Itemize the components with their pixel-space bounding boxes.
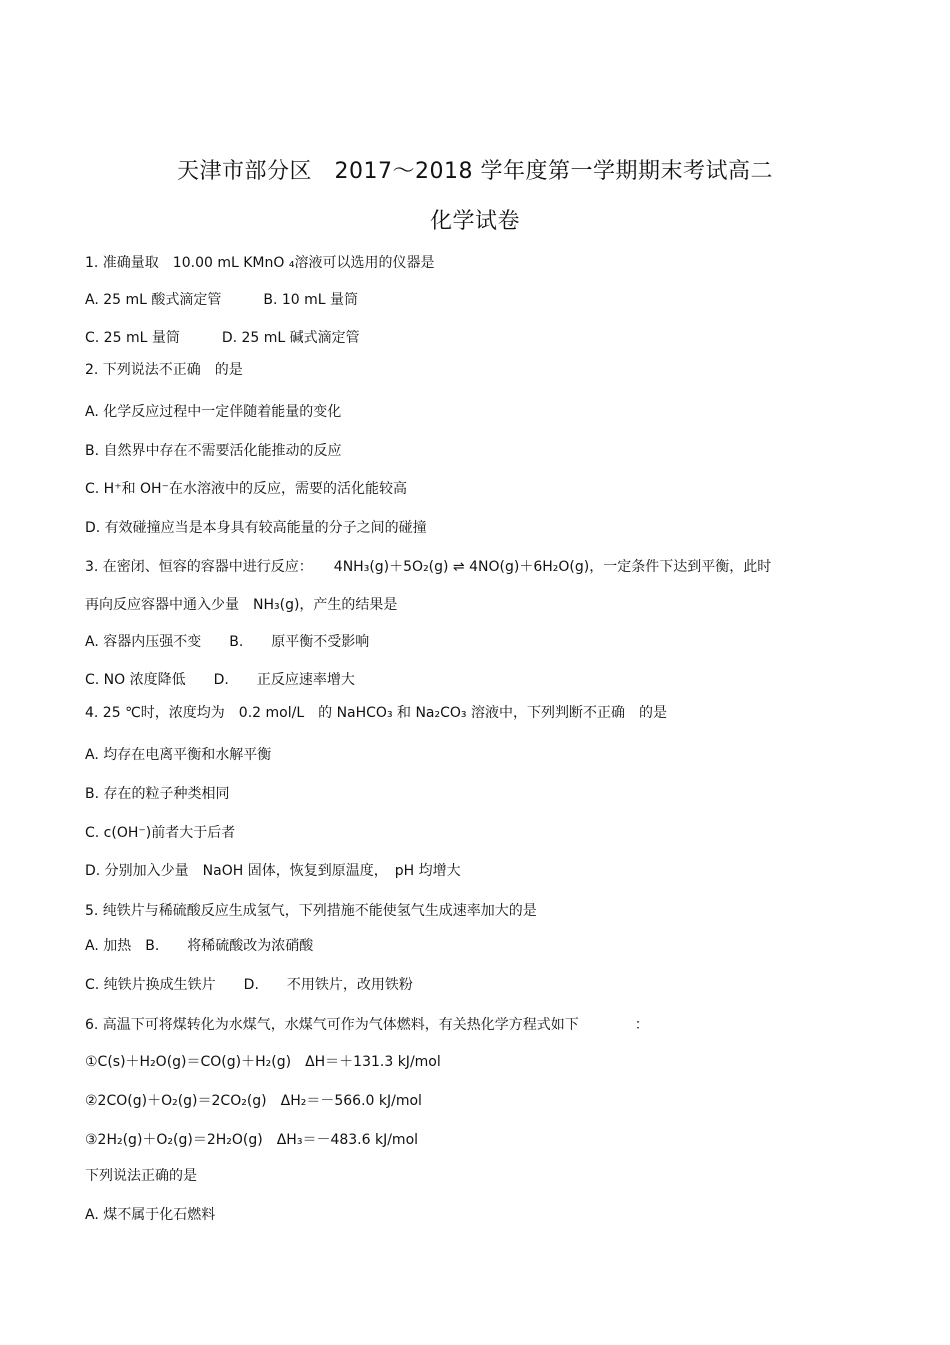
question-3-cont: 再向反应容器中通入少量 NH₃(g)，产生的结果是 bbox=[85, 597, 398, 613]
option-2a: A. 化学反应过程中一定伴随着能量的变化 bbox=[85, 404, 342, 420]
question-4: 4. 25 ℃时，浓度均为 0.2 mol/L 的 NaHCO₃ 和 Na₂CO₃ 溶液中，下列判断不正确 的是 bbox=[85, 705, 667, 721]
question-3: 3. 在密闭、恒容的容器中进行反应： 4NH₃(g)＋5O₂(g) ⇌ 4NO(g)＋6H₂O(g)，一定条件下达到平衡，此时 bbox=[85, 559, 772, 575]
option-4a: A. 均存在电离平衡和水解平衡 bbox=[85, 747, 272, 763]
option-1c-1d: C. 25 mL 量筒 D. 25 mL 碱式滴定管 bbox=[85, 330, 360, 346]
option-5a-5b: A. 加热 B. 将稀硫酸改为浓硝酸 bbox=[85, 938, 314, 954]
option-3c-3d: C. NO 浓度降低 D. 正反应速率增大 bbox=[85, 672, 355, 688]
question-6: 6. 高温下可将煤转化为水煤气，水煤气可作为气体燃料，有关热化学方程式如下 ： bbox=[85, 1017, 649, 1033]
option-4c: C. c(OH⁻)前者大于后者 bbox=[85, 825, 236, 841]
question-2: 2. 下列说法不正确 的是 bbox=[85, 362, 243, 378]
question-5: 5. 纯铁片与稀硫酸反应生成氢气，下列措施不能使氢气生成速率加大的是 bbox=[85, 903, 537, 919]
option-2c: C. H⁺和 OH⁻在水溶液中的反应，需要的活化能较高 bbox=[85, 481, 407, 497]
equation-3: ③2H₂(g)＋O₂(g)＝2H₂O(g) ΔH₃＝－483.6 kJ/mol bbox=[85, 1132, 419, 1148]
exam-title: 天津市部分区 2017～2018 学年度第一学期期末考试高二 bbox=[177, 159, 773, 184]
option-2d: D. 有效碰撞应当是本身具有较高能量的分子之间的碰撞 bbox=[85, 520, 427, 536]
question-1: 1. 准确量取 10.00 mL KMnO ₄溶液可以选用的仪器是 bbox=[85, 255, 435, 271]
option-1a-1b: A. 25 mL 酸式滴定管 B. 10 mL 量筒 bbox=[85, 292, 359, 308]
option-3a-3b: A. 容器内压强不变 B. 原平衡不受影响 bbox=[85, 634, 370, 650]
option-6a: A. 煤不属于化石燃料 bbox=[85, 1207, 216, 1223]
option-4b: B. 存在的粒子种类相同 bbox=[85, 786, 230, 802]
equation-1: ①C(s)＋H₂O(g)＝CO(g)＋H₂(g) ΔH＝＋131.3 kJ/mol bbox=[85, 1054, 441, 1070]
exam-subtitle: 化学试卷 bbox=[429, 209, 520, 234]
option-5c-5d: C. 纯铁片换成生铁片 D. 不用铁片，改用铁粉 bbox=[85, 977, 413, 993]
question-6-prompt: 下列说法正确的是 bbox=[85, 1168, 197, 1184]
equation-2: ②2CO(g)＋O₂(g)＝2CO₂(g) ΔH₂＝－566.0 kJ/mol bbox=[85, 1093, 422, 1109]
option-2b: B. 自然界中存在不需要活化能推动的反应 bbox=[85, 443, 342, 459]
option-4d: D. 分别加入少量 NaOH 固体，恢复到原温度， pH 均增大 bbox=[85, 863, 461, 879]
